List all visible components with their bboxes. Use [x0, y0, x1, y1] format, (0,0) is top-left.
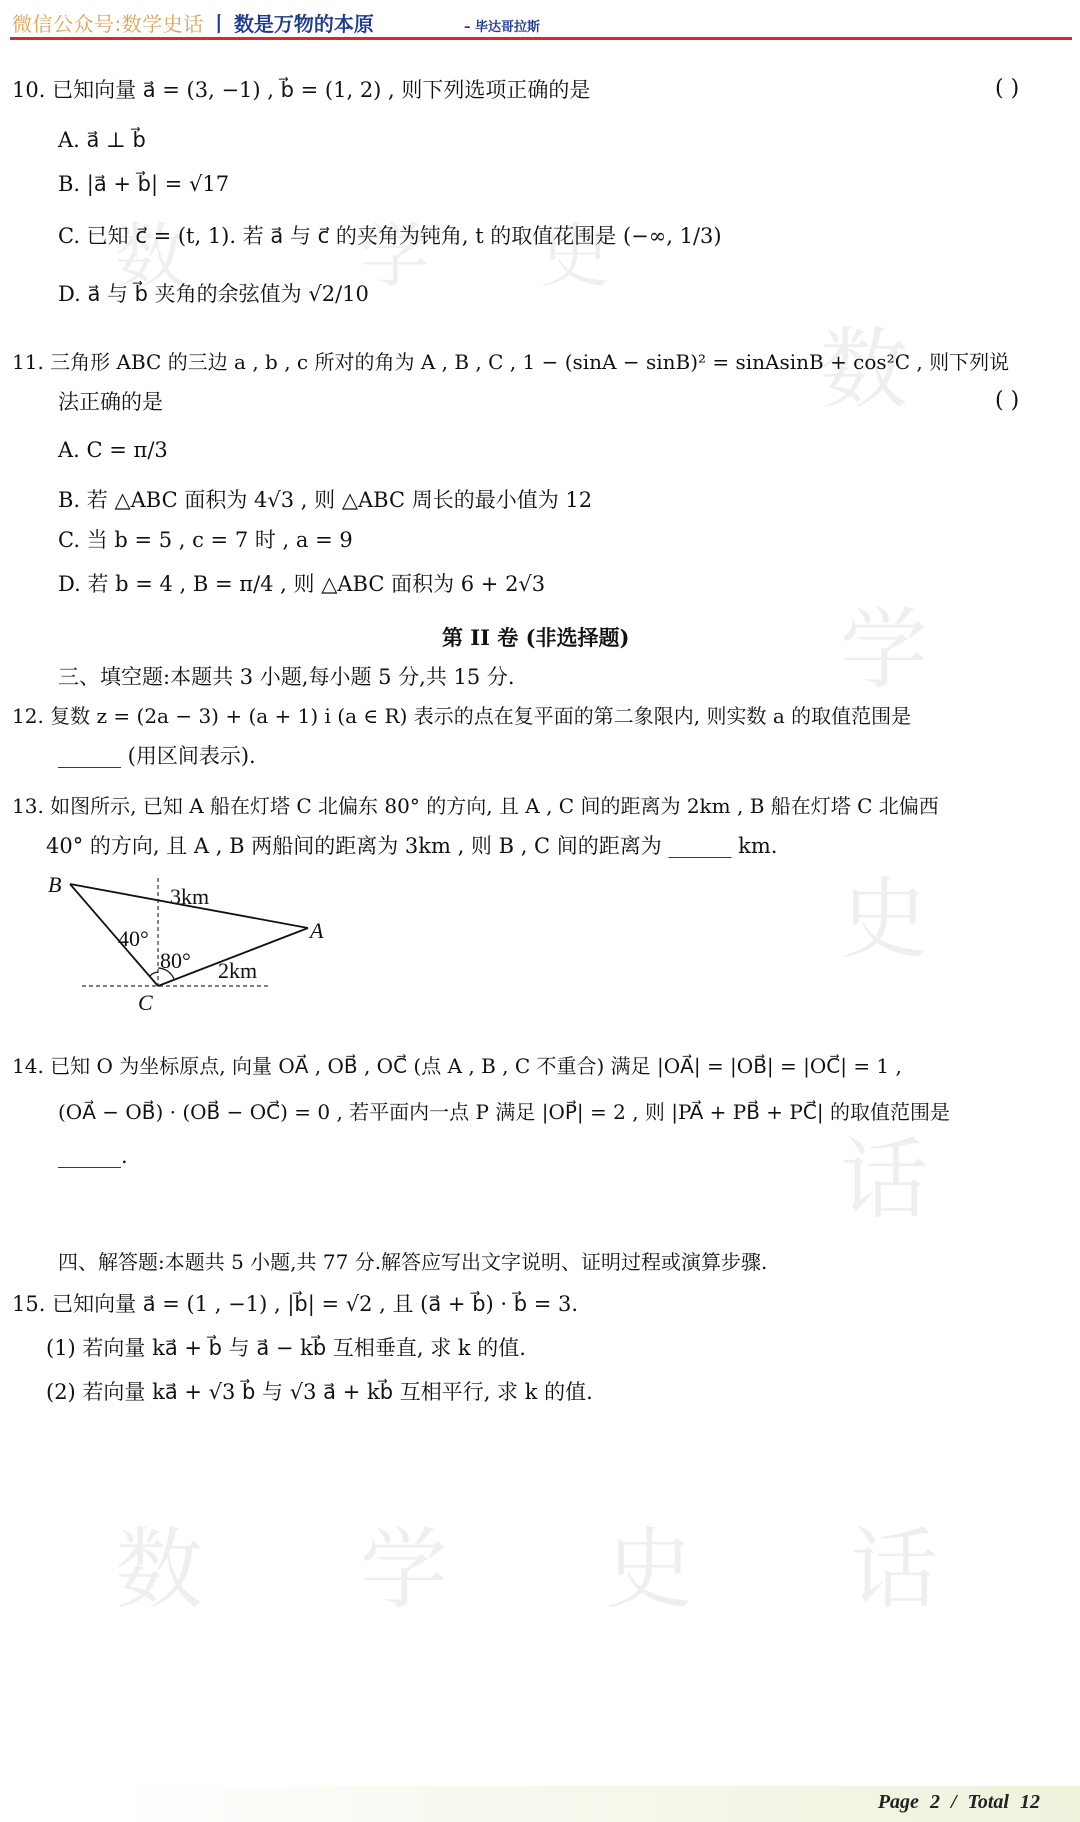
ship-lighthouse-diagram [40, 868, 360, 1018]
q12-line1: 12. 复数 z = (2a − 3) + (a + 1) i (a ∈ R) 表示的点在复平面的第二象限内, 则实数 a 的取值范围是 [12, 704, 912, 728]
account-name: 微信公众号:数学史话 [12, 12, 204, 36]
q15-part1: (1) 若向量 ka⃗ + b⃗ 与 a⃗ − kb⃗ 互相垂直, 求 k 的值. [46, 1336, 526, 1360]
q10-option-c: C. 已知 c⃗ = (t, 1). 若 a⃗ 与 c⃗ 的夹角为钝角, t 的取值花围是 (−∞, 1/3) [58, 224, 722, 248]
part-two-title: 第 II 卷 (非选择题) [442, 625, 630, 650]
q14-line3: ______. [58, 1144, 128, 1168]
page-number: Page 2 / Total 12 [877, 1791, 1040, 1813]
watermark-char: 史 [605, 1518, 694, 1621]
watermark-char: 数 [820, 318, 909, 421]
q10-option-a: A. a⃗ ⊥ b⃗ [58, 128, 146, 152]
q12-line2: ______ (用区间表示). [58, 744, 256, 768]
q11-stem-line2: 法正确的是 [58, 390, 163, 414]
q11-option-a: A. C = π/3 [58, 438, 168, 462]
header-slogan: 数是万物的本原 [233, 12, 374, 36]
q15-stem: 15. 已知向量 a⃗ = (1 , −1) , |b⃗| = √2 , 且 (a⃗ + b⃗) · b⃗ = 3. [12, 1292, 579, 1316]
watermark-char: 数 [115, 215, 185, 297]
q14-line2: (OA⃗ − OB⃗) · (OB⃗ − OC⃗) = 0 , 若平面内一点 P 满足 |OP⃗| = 2 , 则 |PA⃗ + PB⃗ + PC⃗| 的取值范围是 [58, 1100, 950, 1124]
watermark-char: 学 [840, 598, 929, 701]
page-header [12, 8, 374, 37]
q11-answer-paren: ( ) [995, 388, 1020, 413]
watermark-char: 学 [360, 1518, 449, 1621]
angle-40-label: 40° [118, 926, 149, 951]
q11-stem-line1: 11. 三角形 ABC 的三边 a , b , c 所对的角为 A , B , C , 1 − (sinA − sinB)² = sinAsinB + cos²C , 则下列说 [12, 350, 1010, 374]
q14-line1: 14. 已知 O 为坐标原点, 向量 OA⃗ , OB⃗ , OC⃗ (点 A , B , C 不重合) 满足 |OA⃗| = |OB⃗| = |OC⃗| = 1 , [12, 1054, 902, 1078]
q15-part2: (2) 若向量 ka⃗ + √3 b⃗ 与 √3 a⃗ + kb⃗ 互相平行, 求 k 的值. [46, 1380, 593, 1404]
side-ac-length: 2km [218, 958, 258, 983]
q11-option-c: C. 当 b = 5 , c = 7 时 , a = 9 [58, 528, 353, 552]
header-divider [10, 37, 1072, 40]
watermark-char: 学 [360, 215, 430, 297]
watermark-char: 史 [540, 215, 610, 297]
q11-option-b: B. 若 △ABC 面积为 4√3 , 则 △ABC 周长的最小值为 12 [58, 488, 593, 512]
section-four-title: 四、解答题:本题共 5 小题,共 77 分.解答应写出文字说明、证明过程或演算步骤. [58, 1250, 768, 1274]
vertex-c-label: C [138, 990, 153, 1015]
angle-arc-west [150, 972, 158, 976]
q10-option-b: B. |a⃗ + b⃗| = √17 [58, 172, 230, 196]
q10-answer-paren: ( ) [995, 76, 1020, 101]
angle-80-label: 80° [160, 948, 191, 973]
section-three-title: 三、填空题:本题共 3 小题,每小题 5 分,共 15 分. [58, 665, 515, 689]
header-separator: 丨 [208, 12, 229, 36]
side-ab-length: 3km [170, 884, 210, 909]
header-author: – 毕达哥拉斯 [464, 20, 541, 35]
watermark-char: 史 [840, 868, 929, 971]
vertex-a-label: A [310, 918, 324, 943]
q10-stem: 10. 已知向量 a⃗ = (3, −1) , b⃗ = (1, 2) , 则下列选项正确的是 [12, 78, 591, 102]
q13-line1: 13. 如图所示, 已知 A 船在灯塔 C 北偏东 80° 的方向, 且 A , C 间的距离为 2km , B 船在灯塔 C 北偏西 [12, 794, 939, 818]
watermark-char: 话 [840, 1128, 929, 1231]
q11-option-d: D. 若 b = 4 , B = π/4 , 则 △ABC 面积为 6 + 2√3 [58, 572, 546, 596]
watermark-char: 话 [850, 1518, 939, 1621]
vertex-b-label: B [48, 872, 62, 897]
q13-line2: 40° 的方向, 且 A , B 两船间的距离为 3km , 则 B , C 间的距离为 ______ km. [46, 834, 778, 858]
q10-option-d: D. a⃗ 与 b⃗ 夹角的余弦值为 √2/10 [58, 282, 369, 306]
watermark-char: 数 [115, 1518, 204, 1621]
